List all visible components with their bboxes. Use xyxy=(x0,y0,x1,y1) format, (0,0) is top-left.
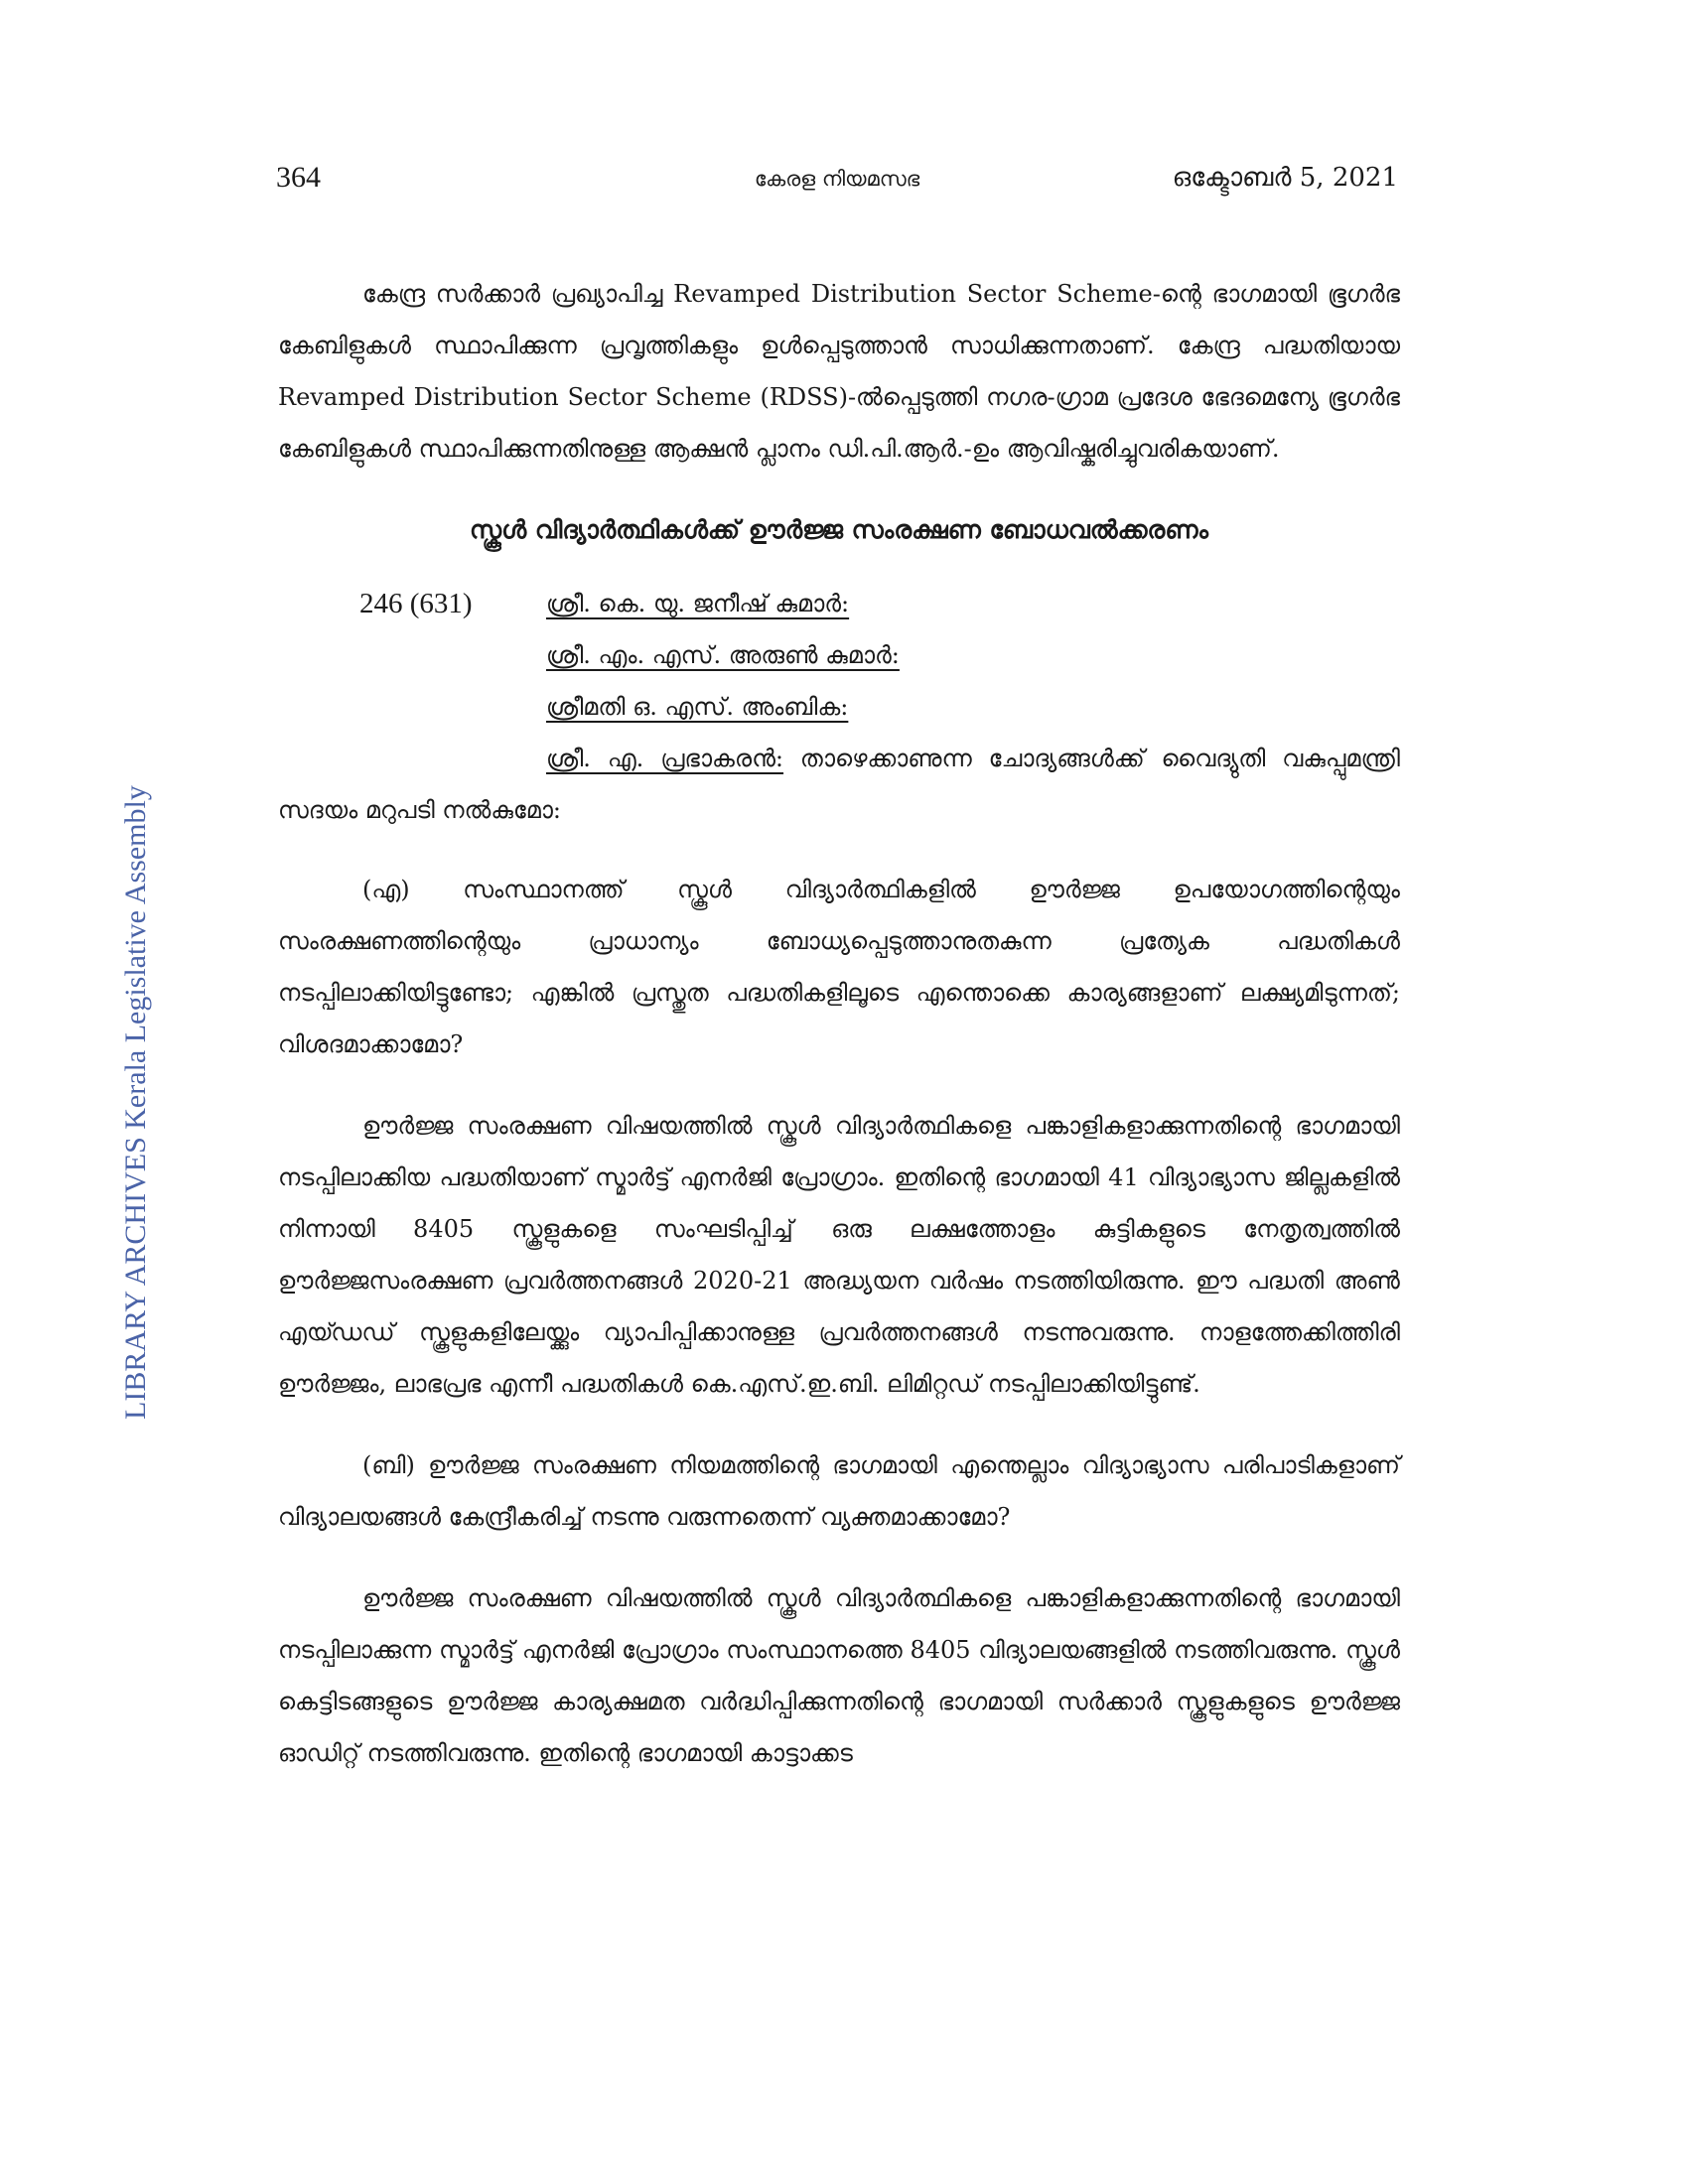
answer-b: ഊർജ്ജ സംരക്ഷണ വിഷയത്തിൽ സ്കൂൾ വിദ്യാർത്ഥികളെ പങ്കാളികളാക്കുന്നതിന്റെ ഭാഗമായി നടപ്പിലാക്കുന്ന സ്മാർട്ട് എനർജി പ്രോഗ്രാം സംസ്ഥാനത്തെ 8405 വിദ്യാലയങ്ങളിൽ നടത്തിവരുന്നു. സ്കൂൾ കെട്ടിടങ്ങളുടെ ഊർജ്ജ കാര്യക്ഷമത വർദ്ധിപ്പിക്കുന്നതിന്റെ ഭാഗമായി സർക്കാർ സ്കൂളുകളുടെ ഊർജ്ജ ഓഡിറ്റ് നടത്തിവരുന്നു. ഇതിന്റെ ഭാഗമായി കാട്ടാക്കട xyxy=(278,1584,1400,1767)
intro-paragraph: കേന്ദ്ര സർക്കാർ പ്രഖ്യാപിച്ച Revamped Distribution Sector Scheme-ന്റെ ഭാഗമായി ഭൂഗർഭ കേബിളുകൾ സ്ഥാപിക്കുന്ന പ്രവൃത്തികളും ഉൾപ്പെടുത്താൻ സാധിക്കുന്നതാണ്. കേന്ദ്ര പദ്ധതിയായ Revamped Distribution Sector Scheme (RDSS)-ൽപ്പെടുത്തി നഗര-ഗ്രാമ പ്രദേശ ഭേദമെന്യേ ഭൂഗർഭ കേബിളുകൾ സ്ഥാപിക്കുന്നതിനുള്ള ആക്ഷൻ പ്ലാനം ഡി.പി.ആർ.-ഉം ആവിഷ്കരിച്ചുവരികയാണ്. xyxy=(278,280,1400,463)
question-line xyxy=(278,578,1400,629)
question-block xyxy=(278,578,1400,836)
question-number: 246 (631) xyxy=(359,588,473,619)
archive-watermark: LIBRARY ARCHIVES Kerala Legislative Assembly xyxy=(119,785,152,1420)
question-member: ശ്രീ. എ. പ്രഭാകരൻ: xyxy=(546,745,784,772)
question-member: ശ്രീ. എം. എസ്. അരുൺ കുമാർ: xyxy=(546,641,900,669)
question-b: (ബി) ഊർജ്ജ സംരക്ഷണ നിയമത്തിന്റെ ഭാഗമായി എന്തെല്ലാം വിദ്യാഭ്യാസ പരിപാടികളാണ് വിദ്യാലയങ്ങൾ കേന്ദ്രീകരിച്ച് നടന്നു വരുന്നതെന്ന് വ്യക്തമാക്കാമോ? xyxy=(278,1451,1400,1531)
session-date: ഒക്ടോബർ 5, 2021 xyxy=(1172,163,1398,193)
answer-a: ഊർജ്ജ സംരക്ഷണ വിഷയത്തിൽ സ്കൂൾ വിദ്യാർത്ഥികളെ പങ്കാളികളാക്കുന്നതിന്റെ ഭാഗമായി നടപ്പിലാക്കിയ പദ്ധതിയാണ് സ്മാർട്ട് എനർജി പ്രോഗ്രാം. ഇതിന്റെ ഭാഗമായി 41 വിദ്യാഭ്യാസ ജില്ലകളിൽ നിന്നായി 8405 സ്കൂളുകളെ സംഘടിപ്പിച്ച് ഒരു ലക്ഷത്തോളം കുട്ടികളുടെ നേതൃത്വത്തിൽ ഊർജ്ജസംരക്ഷണ പ്രവർത്തനങ്ങൾ 2020-21 അദ്ധ്യയന വർഷം നടത്തിയിരുന്നു. ഈ പദ്ധതി അൺ എയ്ഡഡ് സ്കൂളുകളിലേയ്ക്കും വ്യാപിപ്പിക്കാനുള്ള പ്രവർത്തനങ്ങൾ നടന്നുവരുന്നു. നാളത്തേക്കിത്തിരി ഊർജ്ജം, ലാഭപ്രഭ എന്നീ പദ്ധതികൾ കെ.എസ്.ഇ.ബി. ലിമിറ്റഡ് നടപ്പിലാക്കിയിട്ടുണ്ട്. xyxy=(278,1112,1400,1398)
section-heading: സ്കൂൾ വിദ്യാർത്ഥികൾക്ക് ഊർജ്ജ സംരക്ഷണ ബോധവൽക്കരണം xyxy=(470,515,1208,544)
question-line xyxy=(278,629,1400,681)
question-member: ശ്രീമതി ഒ. എസ്. അംബിക: xyxy=(546,693,849,721)
question-intro xyxy=(278,733,1400,836)
publication-title: കേരള നിയമസഭ xyxy=(754,167,920,191)
question-member: ശ്രീ. കെ. യു. ജനീഷ് കുമാർ: xyxy=(546,590,850,617)
question-intro-text: താഴെക്കാണുന്ന ചോദ്യങ്ങൾക്ക് വൈദ്യുതി വകുപ്പുമന്ത്രി സദയം മറുപടി നൽകുമോ: xyxy=(278,745,1401,824)
document-body xyxy=(278,268,1400,1779)
page-header xyxy=(276,161,1398,210)
question-line xyxy=(278,681,1400,733)
question-a: (എ) സംസ്ഥാനത്ത് സ്കൂൾ വിദ്യാർത്ഥികളിൽ ഊർജ്ജ ഉപയോഗത്തിന്റെയും സംരക്ഷണത്തിന്റെയും പ്രാധാന്യം ബോധ്യപ്പെടുത്താനുതകുന്ന പ്രത്യേക പദ്ധതികൾ നടപ്പിലാക്കിയിട്ടുണ്ടോ; എങ്കിൽ പ്രസ്തുത പദ്ധതികളിലൂടെ എന്തൊക്കെ കാര്യങ്ങളാണ് ലക്ഷ്യമിടുന്നത്; വിശദമാക്കാമോ? xyxy=(278,876,1400,1058)
page-number: 364 xyxy=(276,161,321,194)
